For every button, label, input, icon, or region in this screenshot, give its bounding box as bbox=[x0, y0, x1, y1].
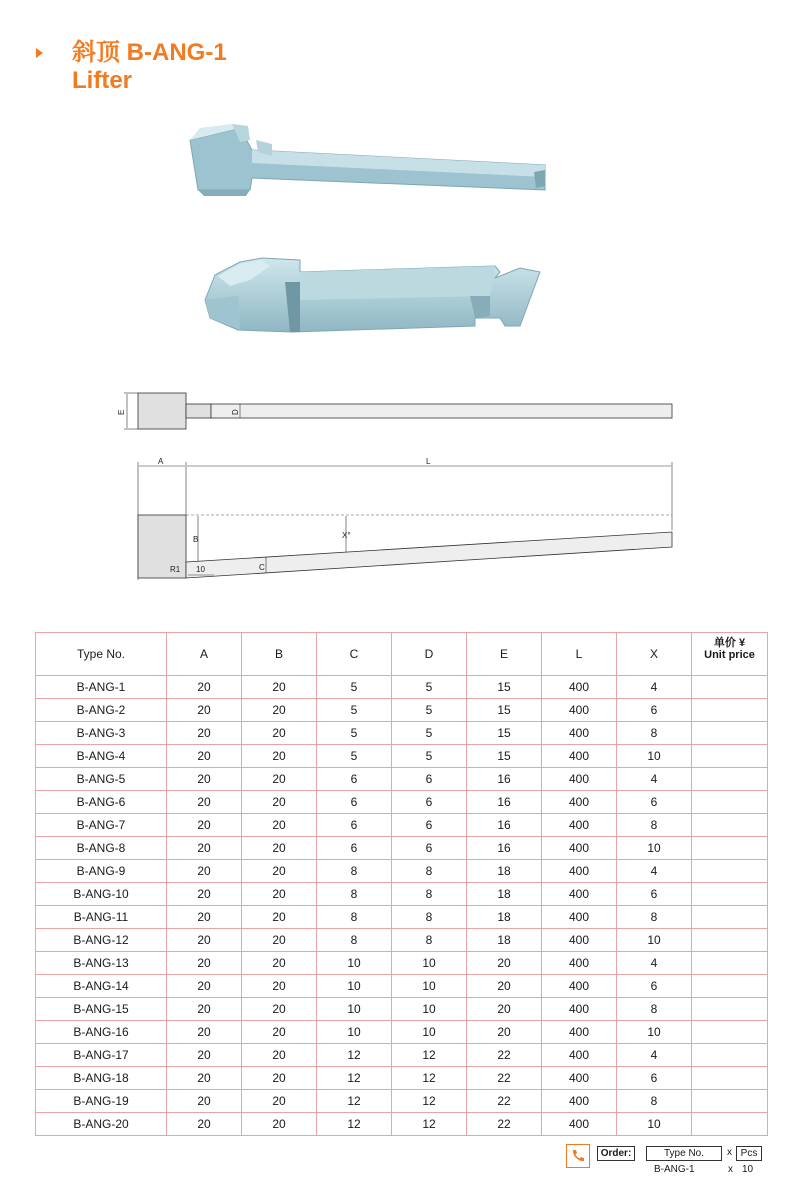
table-cell: 12 bbox=[317, 1113, 392, 1136]
table-cell: 20 bbox=[467, 975, 542, 998]
table-cell: 400 bbox=[542, 952, 617, 975]
cell-unit-price bbox=[692, 699, 768, 722]
table-cell: 20 bbox=[167, 676, 242, 699]
table-cell: 18 bbox=[467, 883, 542, 906]
table-cell: 20 bbox=[167, 1090, 242, 1113]
table-cell: 20 bbox=[242, 699, 317, 722]
table-cell: 10 bbox=[317, 952, 392, 975]
table-cell: 400 bbox=[542, 699, 617, 722]
cell-unit-price bbox=[692, 860, 768, 883]
table-cell: 5 bbox=[392, 745, 467, 768]
table-cell: 10 bbox=[317, 998, 392, 1021]
cell-type-no: B-ANG-8 bbox=[36, 837, 167, 860]
table-row bbox=[36, 860, 768, 883]
phone-icon bbox=[566, 1144, 590, 1168]
table-cell: 10 bbox=[617, 745, 692, 768]
order-example-qty: 10 bbox=[742, 1164, 754, 1175]
table-cell: 10 bbox=[617, 929, 692, 952]
table-cell: 20 bbox=[242, 860, 317, 883]
table-row bbox=[36, 722, 768, 745]
table-cell: 8 bbox=[392, 906, 467, 929]
order-example-times: x bbox=[728, 1164, 733, 1175]
table-row bbox=[36, 676, 768, 699]
table-cell: 6 bbox=[317, 837, 392, 860]
cell-type-no: B-ANG-3 bbox=[36, 722, 167, 745]
table-cell: 8 bbox=[617, 906, 692, 929]
table-cell: 10 bbox=[392, 998, 467, 1021]
table-cell: 20 bbox=[167, 791, 242, 814]
lifter-top-view-drawing bbox=[117, 393, 672, 429]
table-cell: 5 bbox=[317, 722, 392, 745]
table-cell: 10 bbox=[392, 1021, 467, 1044]
table-cell: 10 bbox=[617, 837, 692, 860]
cell-type-no: B-ANG-14 bbox=[36, 975, 167, 998]
table-cell: 10 bbox=[317, 1021, 392, 1044]
table-row bbox=[36, 975, 768, 998]
cell-unit-price bbox=[692, 1044, 768, 1067]
table-cell: 8 bbox=[392, 860, 467, 883]
dim-label-a: A bbox=[158, 457, 164, 466]
lifter-3d-view-top bbox=[190, 124, 545, 196]
table-row bbox=[36, 906, 768, 929]
table-cell: 20 bbox=[242, 1113, 317, 1136]
table-cell: 20 bbox=[167, 1067, 242, 1090]
table-row bbox=[36, 1090, 768, 1113]
table-cell: 20 bbox=[167, 929, 242, 952]
table-cell: 400 bbox=[542, 837, 617, 860]
table-row bbox=[36, 952, 768, 975]
table-cell: 12 bbox=[392, 1090, 467, 1113]
order-pcs-box: Pcs bbox=[736, 1146, 762, 1161]
table-cell: 4 bbox=[617, 1044, 692, 1067]
table-cell: 400 bbox=[542, 814, 617, 837]
dim-label-x: X° bbox=[342, 531, 351, 540]
table-cell: 18 bbox=[467, 860, 542, 883]
cell-type-no: B-ANG-16 bbox=[36, 1021, 167, 1044]
table-cell: 20 bbox=[242, 1021, 317, 1044]
table-cell: 400 bbox=[542, 906, 617, 929]
cell-type-no: B-ANG-18 bbox=[36, 1067, 167, 1090]
cell-type-no: B-ANG-10 bbox=[36, 883, 167, 906]
table-cell: 12 bbox=[317, 1044, 392, 1067]
table-cell: 20 bbox=[242, 952, 317, 975]
table-cell: 20 bbox=[242, 906, 317, 929]
cell-unit-price bbox=[692, 768, 768, 791]
table-cell: 10 bbox=[617, 1021, 692, 1044]
table-cell: 16 bbox=[467, 814, 542, 837]
table-cell: 20 bbox=[167, 768, 242, 791]
table-cell: 12 bbox=[392, 1067, 467, 1090]
table-cell: 400 bbox=[542, 975, 617, 998]
table-cell: 15 bbox=[467, 745, 542, 768]
table-cell: 5 bbox=[392, 699, 467, 722]
order-times-sign: x bbox=[727, 1147, 732, 1158]
header-a: A bbox=[167, 633, 242, 676]
table-cell: 20 bbox=[467, 998, 542, 1021]
table-cell: 8 bbox=[317, 929, 392, 952]
table-cell: 400 bbox=[542, 883, 617, 906]
table-cell: 20 bbox=[242, 768, 317, 791]
table-row bbox=[36, 1021, 768, 1044]
table-cell: 6 bbox=[392, 837, 467, 860]
table-cell: 5 bbox=[392, 722, 467, 745]
cell-type-no: B-ANG-6 bbox=[36, 791, 167, 814]
table-cell: 400 bbox=[542, 676, 617, 699]
cell-unit-price bbox=[692, 1021, 768, 1044]
table-cell: 4 bbox=[617, 860, 692, 883]
table-cell: 20 bbox=[242, 837, 317, 860]
order-label: Order: bbox=[597, 1146, 635, 1161]
table-cell: 12 bbox=[317, 1067, 392, 1090]
table-cell: 6 bbox=[392, 768, 467, 791]
table-cell: 20 bbox=[242, 745, 317, 768]
header-unit-price bbox=[692, 633, 768, 676]
table-cell: 20 bbox=[242, 883, 317, 906]
dim-label-l: L bbox=[426, 457, 431, 466]
table-cell: 16 bbox=[467, 768, 542, 791]
header-type-no: Type No. bbox=[36, 633, 167, 676]
table-row bbox=[36, 929, 768, 952]
table-cell: 18 bbox=[467, 929, 542, 952]
table-cell: 20 bbox=[167, 837, 242, 860]
table-cell: 20 bbox=[167, 975, 242, 998]
table-cell: 20 bbox=[242, 929, 317, 952]
table-cell: 400 bbox=[542, 1113, 617, 1136]
cell-unit-price bbox=[692, 676, 768, 699]
header-d: D bbox=[392, 633, 467, 676]
cell-type-no: B-ANG-7 bbox=[36, 814, 167, 837]
table-row bbox=[36, 837, 768, 860]
cell-unit-price bbox=[692, 791, 768, 814]
table-cell: 16 bbox=[467, 837, 542, 860]
order-info bbox=[566, 1142, 766, 1178]
table-cell: 8 bbox=[392, 929, 467, 952]
table-cell: 22 bbox=[467, 1044, 542, 1067]
table-cell: 20 bbox=[167, 952, 242, 975]
table-cell: 5 bbox=[317, 745, 392, 768]
cell-unit-price bbox=[692, 1113, 768, 1136]
table-row bbox=[36, 699, 768, 722]
table-cell: 4 bbox=[617, 952, 692, 975]
table-cell: 20 bbox=[167, 699, 242, 722]
table-cell: 20 bbox=[167, 998, 242, 1021]
table-cell: 20 bbox=[242, 1090, 317, 1113]
table-row bbox=[36, 1067, 768, 1090]
header-x: X bbox=[617, 633, 692, 676]
dim-label-e: E bbox=[117, 409, 126, 415]
table-cell: 6 bbox=[617, 975, 692, 998]
cell-type-no: B-ANG-2 bbox=[36, 699, 167, 722]
table-cell: 12 bbox=[317, 1090, 392, 1113]
header-c: C bbox=[317, 633, 392, 676]
cell-type-no: B-ANG-15 bbox=[36, 998, 167, 1021]
cell-unit-price bbox=[692, 837, 768, 860]
table-cell: 6 bbox=[317, 768, 392, 791]
table-cell: 22 bbox=[467, 1090, 542, 1113]
header-b: B bbox=[242, 633, 317, 676]
lifter-side-view-drawing bbox=[138, 457, 672, 580]
table-row bbox=[36, 998, 768, 1021]
cell-type-no: B-ANG-4 bbox=[36, 745, 167, 768]
table-cell: 400 bbox=[542, 745, 617, 768]
table-cell: 8 bbox=[317, 906, 392, 929]
table-cell: 15 bbox=[467, 699, 542, 722]
cell-type-no: B-ANG-5 bbox=[36, 768, 167, 791]
table-cell: 6 bbox=[317, 814, 392, 837]
table-cell: 4 bbox=[617, 676, 692, 699]
table-row bbox=[36, 768, 768, 791]
table-cell: 20 bbox=[242, 975, 317, 998]
table-cell: 15 bbox=[467, 676, 542, 699]
cell-unit-price bbox=[692, 745, 768, 768]
table-cell: 15 bbox=[467, 722, 542, 745]
table-cell: 6 bbox=[392, 814, 467, 837]
cell-unit-price bbox=[692, 952, 768, 975]
table-cell: 8 bbox=[317, 883, 392, 906]
cell-unit-price bbox=[692, 929, 768, 952]
table-cell: 6 bbox=[617, 1067, 692, 1090]
table-cell: 400 bbox=[542, 1044, 617, 1067]
cell-type-no: B-ANG-20 bbox=[36, 1113, 167, 1136]
table-cell: 20 bbox=[467, 1021, 542, 1044]
page-title: 斜顶 B-ANG-1 bbox=[72, 39, 227, 66]
dim-label-b: B bbox=[193, 535, 199, 544]
table-cell: 20 bbox=[167, 883, 242, 906]
order-type-box: Type No. bbox=[646, 1146, 722, 1161]
table-cell: 8 bbox=[317, 860, 392, 883]
table-cell: 12 bbox=[392, 1044, 467, 1067]
table-cell: 20 bbox=[167, 1044, 242, 1067]
dim-label-ten: 10 bbox=[196, 565, 205, 574]
cell-type-no: B-ANG-13 bbox=[36, 952, 167, 975]
cell-type-no: B-ANG-19 bbox=[36, 1090, 167, 1113]
lifter-3d-view-bottom bbox=[205, 258, 540, 332]
table-cell: 20 bbox=[242, 791, 317, 814]
table-cell: 400 bbox=[542, 1090, 617, 1113]
dim-label-c: C bbox=[259, 563, 265, 572]
table-cell: 8 bbox=[617, 814, 692, 837]
cell-type-no: B-ANG-11 bbox=[36, 906, 167, 929]
table-cell: 18 bbox=[467, 906, 542, 929]
table-cell: 10 bbox=[617, 1113, 692, 1136]
header-unit-price-cn: 单价 ¥ bbox=[713, 637, 746, 649]
cell-unit-price bbox=[692, 883, 768, 906]
table-header-row bbox=[36, 633, 768, 676]
cell-type-no: B-ANG-12 bbox=[36, 929, 167, 952]
table-cell: 6 bbox=[392, 791, 467, 814]
table-cell: 400 bbox=[542, 929, 617, 952]
table-cell: 20 bbox=[242, 722, 317, 745]
table-cell: 400 bbox=[542, 768, 617, 791]
table-cell: 20 bbox=[167, 1113, 242, 1136]
table-cell: 12 bbox=[392, 1113, 467, 1136]
table-row bbox=[36, 791, 768, 814]
table-cell: 20 bbox=[242, 676, 317, 699]
table-cell: 400 bbox=[542, 860, 617, 883]
cell-type-no: B-ANG-1 bbox=[36, 676, 167, 699]
cell-unit-price bbox=[692, 722, 768, 745]
table-cell: 8 bbox=[617, 998, 692, 1021]
table-row bbox=[36, 1044, 768, 1067]
order-example-type: B-ANG-1 bbox=[654, 1164, 695, 1175]
table-cell: 400 bbox=[542, 722, 617, 745]
table-body bbox=[36, 676, 768, 1136]
cell-unit-price bbox=[692, 906, 768, 929]
table-cell: 8 bbox=[617, 1090, 692, 1113]
table-cell: 20 bbox=[242, 1067, 317, 1090]
cell-unit-price bbox=[692, 814, 768, 837]
table-cell: 6 bbox=[317, 791, 392, 814]
table-cell: 20 bbox=[167, 814, 242, 837]
cell-unit-price bbox=[692, 1090, 768, 1113]
table-cell: 6 bbox=[617, 791, 692, 814]
table-cell: 6 bbox=[617, 699, 692, 722]
table-cell: 20 bbox=[242, 814, 317, 837]
table-cell: 400 bbox=[542, 998, 617, 1021]
spec-table bbox=[35, 632, 768, 1136]
table-cell: 6 bbox=[617, 883, 692, 906]
table-cell: 16 bbox=[467, 791, 542, 814]
table-cell: 22 bbox=[467, 1113, 542, 1136]
table-cell: 20 bbox=[242, 998, 317, 1021]
cell-type-no: B-ANG-9 bbox=[36, 860, 167, 883]
table-cell: 5 bbox=[317, 676, 392, 699]
table-row bbox=[36, 1113, 768, 1136]
table-cell: 5 bbox=[392, 676, 467, 699]
page-subtitle: Lifter bbox=[72, 67, 132, 94]
table-cell: 20 bbox=[467, 952, 542, 975]
table-cell: 20 bbox=[167, 1021, 242, 1044]
table-cell: 22 bbox=[467, 1067, 542, 1090]
table-row bbox=[36, 883, 768, 906]
table-cell: 10 bbox=[317, 975, 392, 998]
cell-unit-price bbox=[692, 1067, 768, 1090]
table-row bbox=[36, 814, 768, 837]
table-cell: 20 bbox=[167, 906, 242, 929]
table-cell: 20 bbox=[242, 1044, 317, 1067]
table-row bbox=[36, 745, 768, 768]
table-cell: 10 bbox=[392, 975, 467, 998]
dim-label-r: R1 bbox=[170, 565, 181, 574]
header-e: E bbox=[467, 633, 542, 676]
cell-unit-price bbox=[692, 975, 768, 998]
table-cell: 400 bbox=[542, 1067, 617, 1090]
table-cell: 20 bbox=[167, 860, 242, 883]
table-cell: 5 bbox=[317, 699, 392, 722]
table-cell: 20 bbox=[167, 722, 242, 745]
table-cell: 20 bbox=[167, 745, 242, 768]
table-cell: 8 bbox=[617, 722, 692, 745]
dim-label-d: D bbox=[231, 409, 240, 415]
table-cell: 4 bbox=[617, 768, 692, 791]
cell-type-no: B-ANG-17 bbox=[36, 1044, 167, 1067]
table-cell: 400 bbox=[542, 791, 617, 814]
cell-unit-price bbox=[692, 998, 768, 1021]
table-cell: 8 bbox=[392, 883, 467, 906]
table-cell: 400 bbox=[542, 1021, 617, 1044]
header-unit-price-en: Unit price bbox=[704, 649, 755, 661]
table-cell: 10 bbox=[392, 952, 467, 975]
header-l: L bbox=[542, 633, 617, 676]
